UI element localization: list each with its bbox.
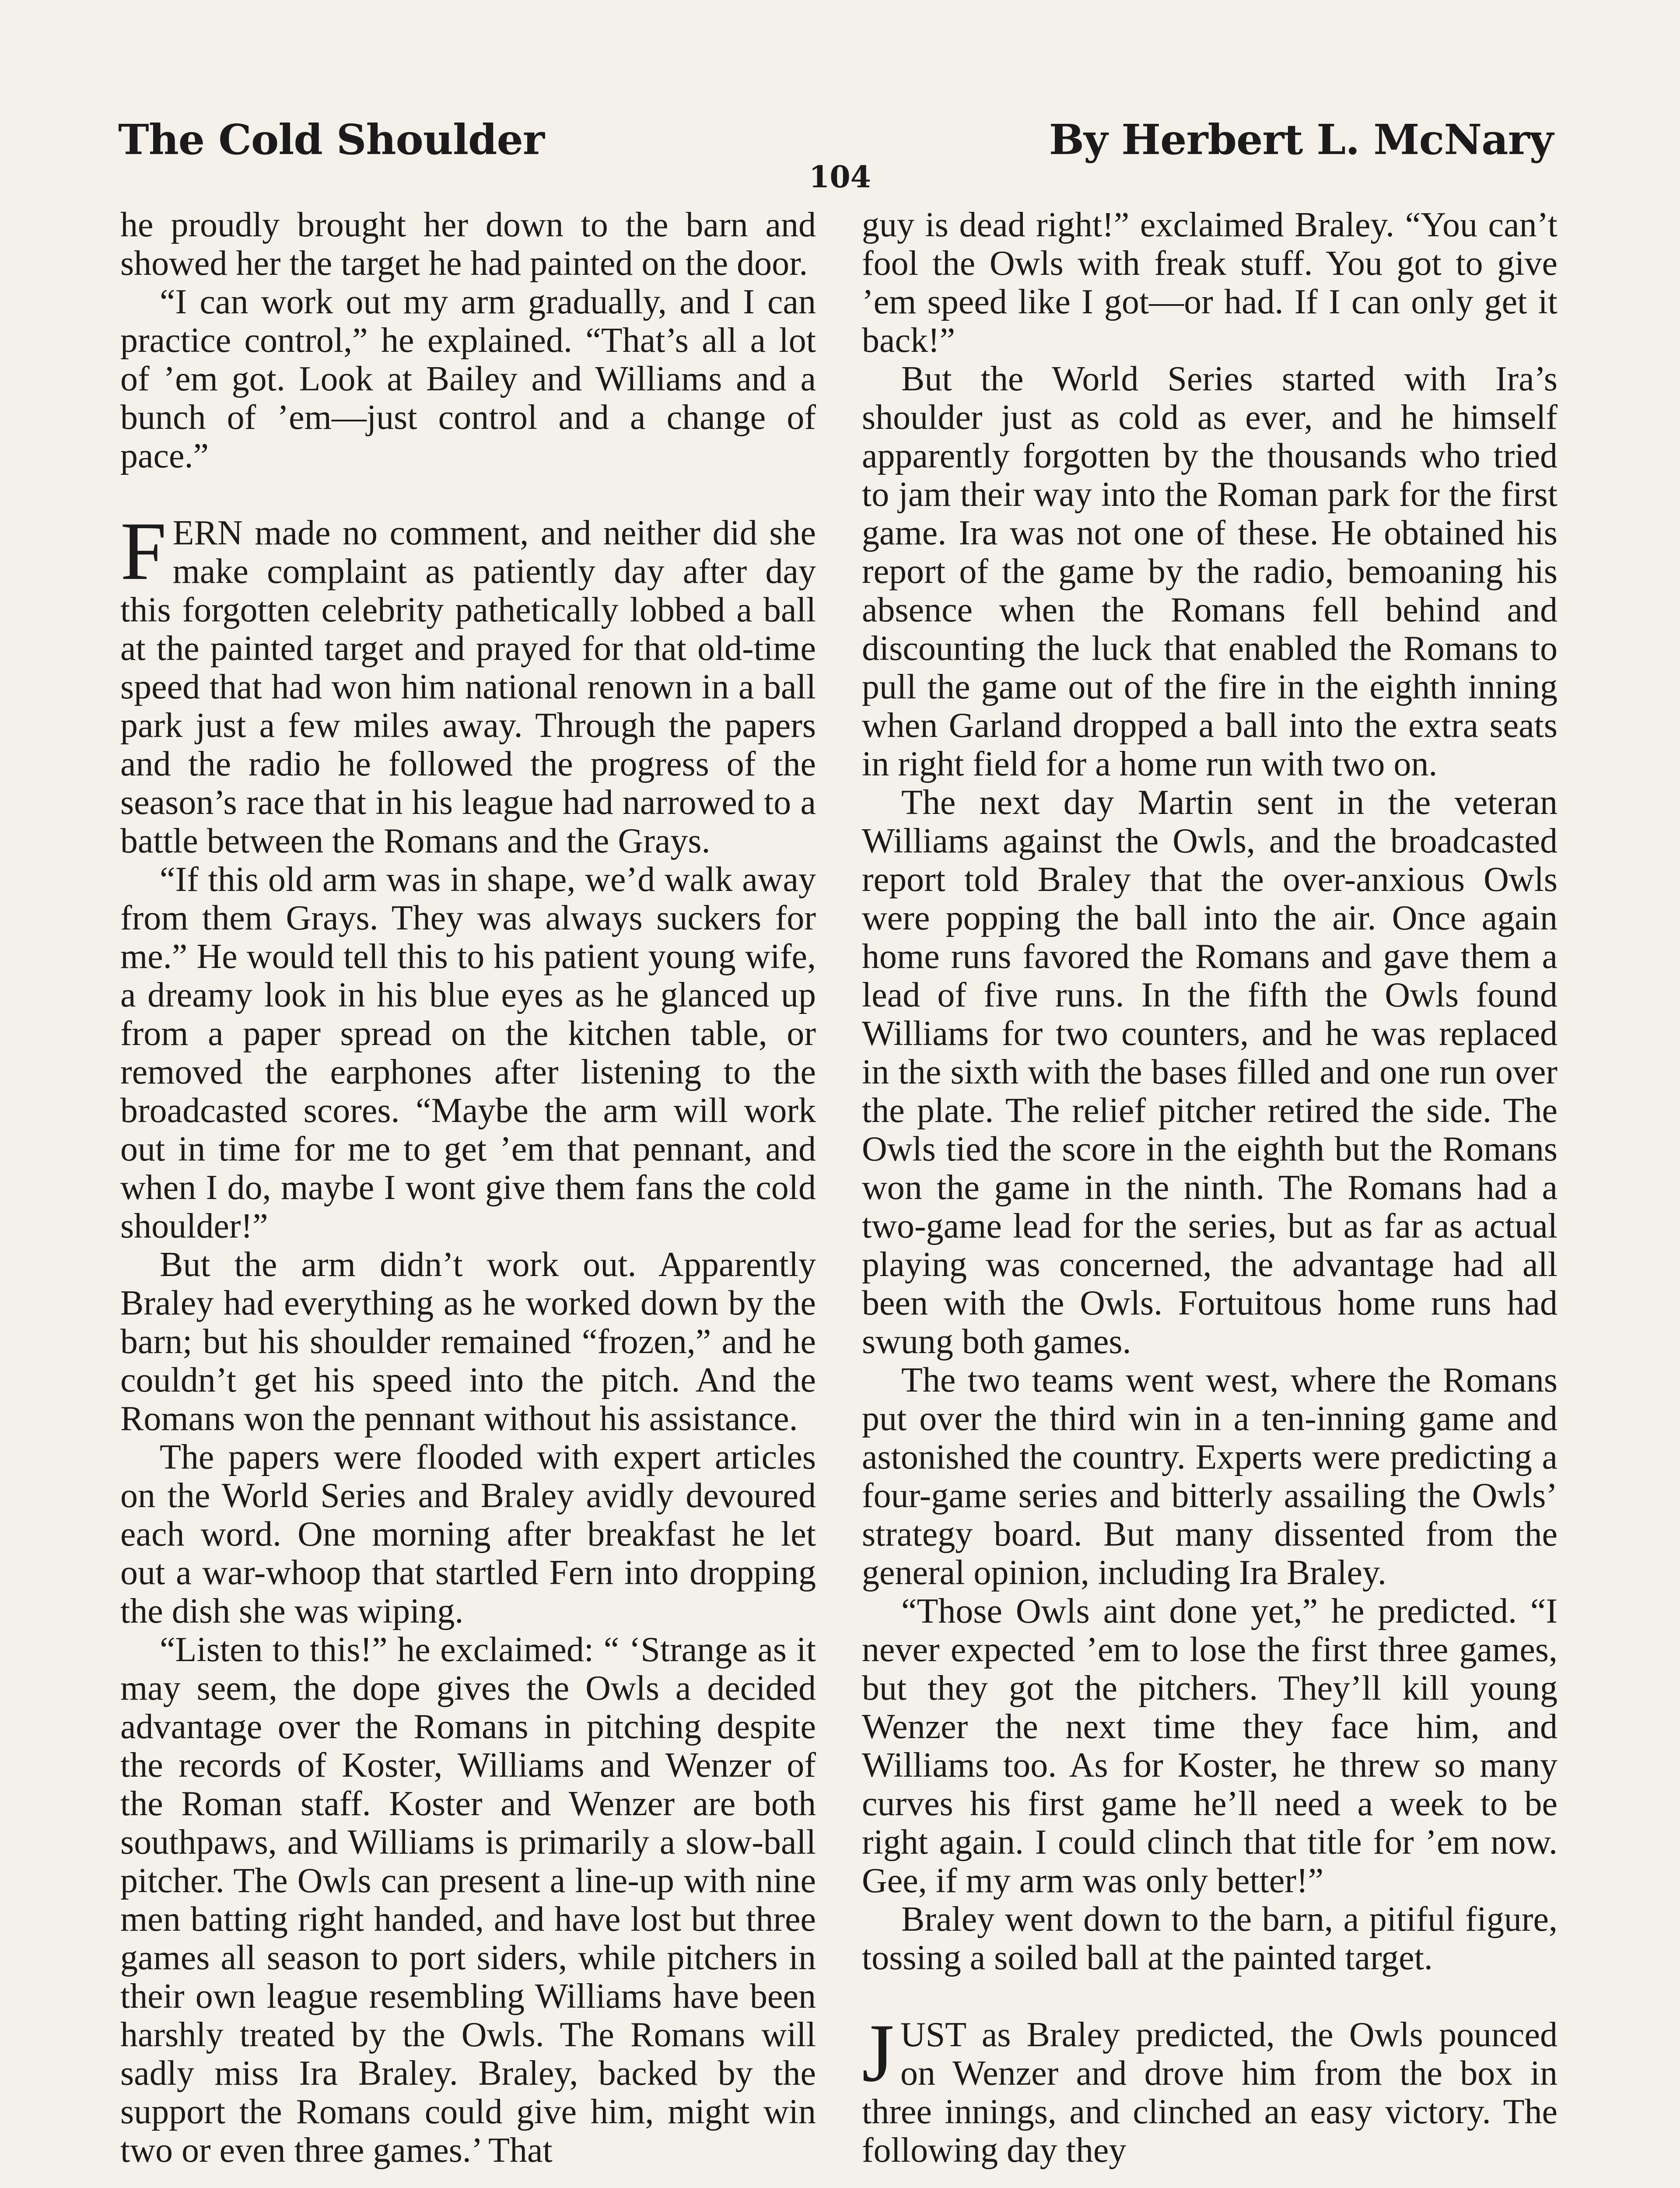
drop-cap: F — [120, 505, 167, 597]
section-paragraph — [862, 2007, 1558, 2170]
section-paragraph — [120, 505, 816, 860]
page-number: 104 — [809, 160, 871, 195]
paragraph: guy is dead right!” exclaimed Braley. “You can’t fool the Owls with freak stuff. You got to give ’em speed like I got—or had. If I can only get it back!” — [862, 206, 1558, 360]
paragraph: he proudly brought her down to the barn and showed her the target he had painted on the door. — [120, 206, 816, 283]
paragraph: “I can work out my arm gradually, and I can practice control,” he explained. “That’s all a lot of ’em got. Look at Bailey and Williams and a bunch of ’em—just control and a change of pace.” — [120, 283, 816, 475]
story-title: The Cold Shoulder — [118, 116, 544, 164]
right-column — [862, 206, 1558, 2188]
paragraph: “If this old arm was in shape, we’d walk away from them Grays. They was always suckers for me.” He would tell this to his patient young wife, a dreamy look in his blue eyes as he glanced up from a paper spread on the kitchen table, or removed the earphones after listening to the broadcasted scores. “Maybe the arm will work out in time for me to get ’em that pennant, and when I do, maybe I wont give them fans the cold shoulder!” — [120, 860, 816, 1245]
story-author: By Herbert L. McNary — [1049, 116, 1553, 164]
left-column — [120, 206, 816, 2188]
paragraph: The two teams went west, where the Romans put over the third win in a ten-inning game and astonished the country. Experts were predicting a four-game series and bitterly assailing the Owls’ strategy board. But many dissented from the general opinion, including Ira Braley. — [862, 1361, 1558, 1592]
paragraph: “Listen to this!” he exclaimed: “ ‘Strange as it may seem, the dope gives the Owls a decided advantage over the Romans in pitching despite the records of Koster, Williams and Wenzer of the Roman staff. Koster and Wenzer are both southpaws, and Williams is primarily a slow-ball pitcher. The Owls can present a line-up with nine men batting right handed, and have lost but three games all season to port siders, while pitchers in their own league resembling Williams have been harshly treated by the Owls. The Romans will sadly miss Ira Braley. Braley, backed by the support the Romans could give him, might win two or even three games.’ That — [120, 1630, 816, 2170]
paragraph: But the World Series started with Ira’s shoulder just as cold as ever, and he himself apparently forgotten by the thousands who tried to jam their way into the Roman park for the first game. Ira was not one of these. He obtained his report of the game by the radio, bemoaning his absence when the Romans fell behind and discounting the luck that enabled the Romans to pull the game out of the fire in the eighth inning when Garland dropped a ball into the extra seats in right field for a home run with two on. — [862, 360, 1558, 783]
drop-cap: J — [862, 2007, 894, 2099]
paragraph: Braley went down to the barn, a pitiful figure, tossing a soiled ball at the painted target. — [862, 1900, 1558, 1977]
paragraph-text: ERN made no comment, and neither did she make complaint as patiently day after day this forgotten celebrity pathetically lobbed a ball at the painted target and prayed for that old-time speed that had won him national renown in a ball park just a few miles away. Through the papers and the radio he followed the progress of the season’s race that in his league had narrowed to a battle between the Romans and the Grays. — [120, 514, 816, 860]
paragraph-text: UST as Braley predicted, the Owls pounced on Wenzer and drove him from the box in three innings, and clinched an easy victory. The following day they — [862, 2016, 1558, 2170]
paragraph: The papers were flooded with expert articles on the World Series and Braley avidly devoured each word. One morning after breakfast he let out a war-whoop that startled Fern into dropping the dish she was wiping. — [120, 1438, 816, 1630]
paragraph: The next day Martin sent in the veteran Williams against the Owls, and the broadcasted report told Braley that the over-anxious Owls were popping the ball into the air. Once again home runs favored the Romans and gave them a lead of five runs. In the fifth the Owls found Williams for two counters, and he was replaced in the sixth with the bases filled and one run over the plate. The relief pitcher retired the side. The Owls tied the score in the eighth but the Romans won the game in the ninth. The Romans had a two-game lead for the series, but as far as actual playing was concerned, the advantage had all been with the Owls. Fortuitous home runs had swung both games. — [862, 783, 1558, 1361]
paragraph: “Those Owls aint done yet,” he predicted. “I never expected ’em to lose the first three games, but they got the pitchers. They’ll kill young Wenzer the next time they face him, and Williams too. As for Koster, he threw so many curves his first game he’ll need a week to be right again. I could clinch that title for ’em now. Gee, if my arm was only better!” — [862, 1592, 1558, 1900]
paragraph: But the arm didn’t work out. Apparently Braley had everything as he worked down by the barn; but his shoulder remained “frozen,” and he couldn’t get his speed into the pitch. And the Romans won the pennant without his assistance. — [120, 1245, 816, 1438]
